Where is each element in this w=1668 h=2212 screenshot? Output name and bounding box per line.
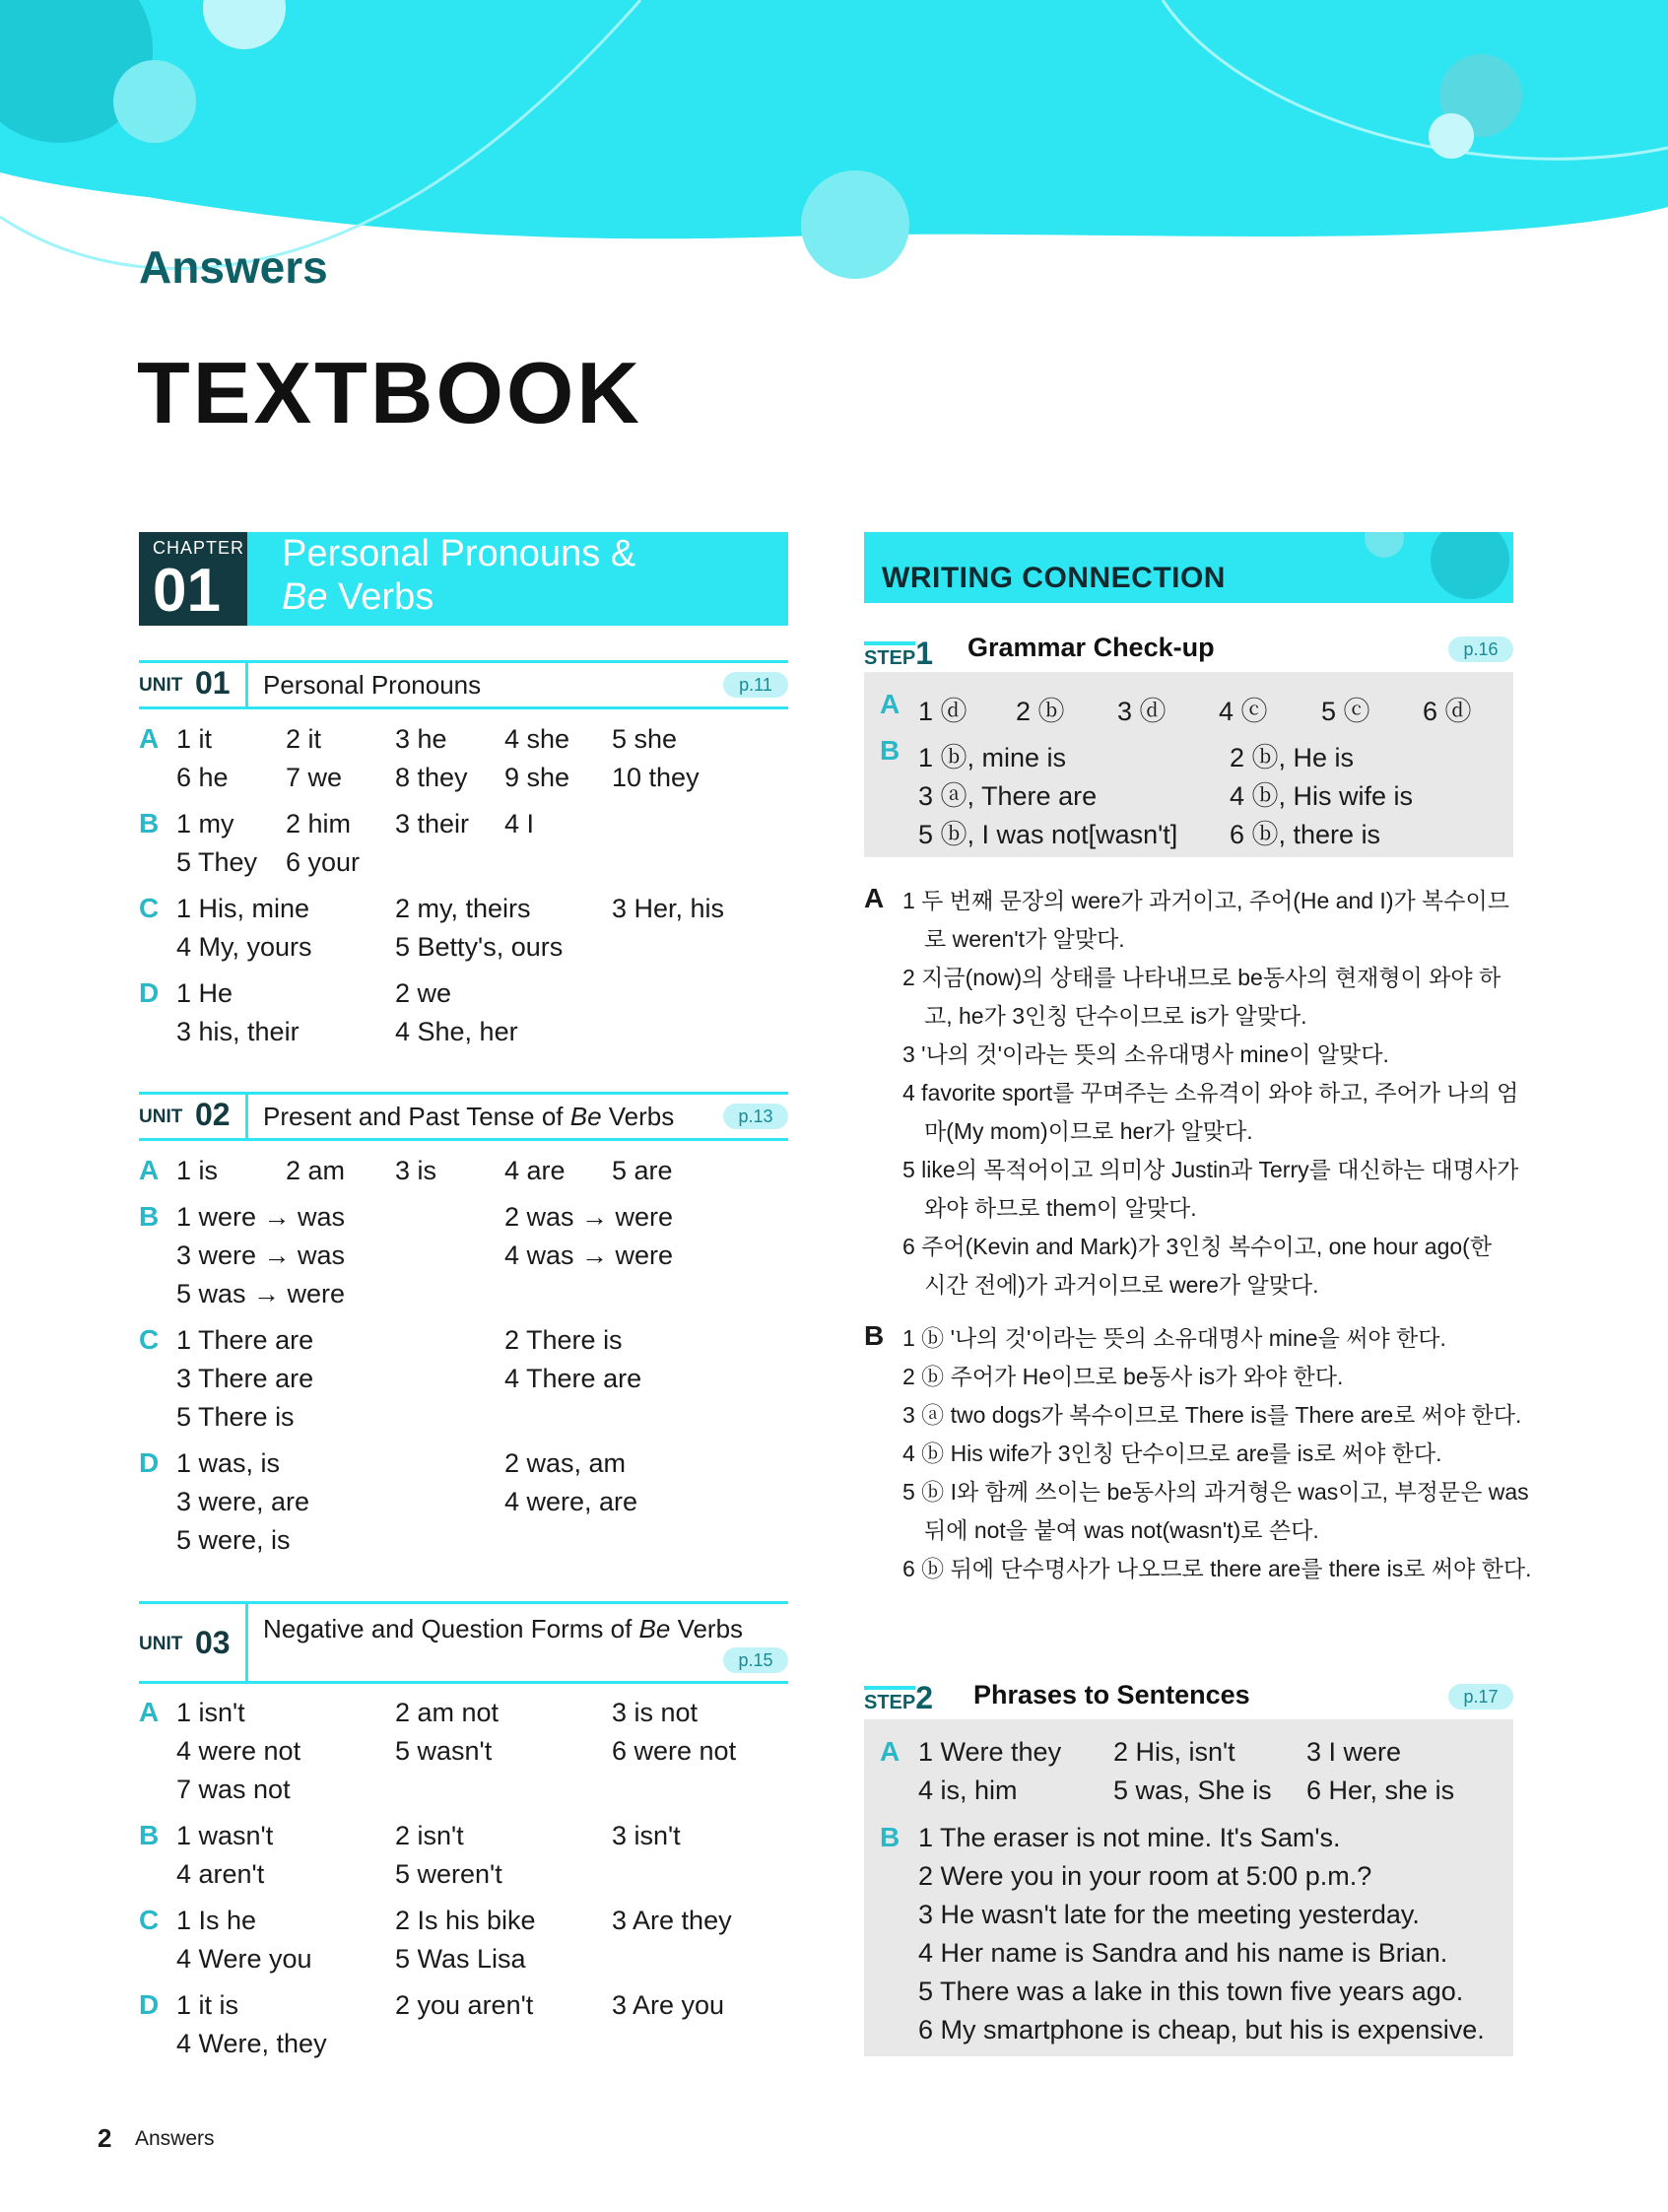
explanation-line: 3 '나의 것'이라는 뜻의 소유대명사 mine이 알맞다.	[902, 1041, 1389, 1067]
answer-item: 6 were not	[612, 1736, 737, 1766]
answer-item: 6 he	[176, 763, 229, 792]
answer-item: 6 ⓓ	[1423, 697, 1472, 726]
chapter-title-line2	[282, 575, 635, 619]
unit-header-01	[139, 660, 788, 709]
answer-item: 1 it	[176, 724, 213, 754]
answer-item: 5 were, is	[176, 1525, 291, 1555]
section-letter: B	[880, 1822, 901, 1852]
answer-item: 2 His, isn't	[1113, 1737, 1235, 1767]
answer-item: 4 was → were	[504, 1240, 674, 1270]
section-letter: D	[139, 1447, 160, 1478]
answer-item: 1 Were they	[918, 1737, 1062, 1767]
answer-item: 2 Is his bike	[395, 1906, 536, 1935]
answer-item: 3 ⓐ, There are	[918, 781, 1098, 811]
unit-number: 02	[195, 1097, 231, 1132]
answer-item: 4 ⓑ, His wife is	[1230, 781, 1414, 811]
explanation-line: 와야 하므로 them이 알맞다.	[924, 1195, 1197, 1221]
step-2-label	[864, 1680, 933, 1716]
explain-letter-b: B	[864, 1320, 885, 1351]
answer-item: 3 were, are	[176, 1487, 310, 1516]
explanation-line: 뒤에 not을 붙여 was not(wasn't)로 쓴다.	[924, 1517, 1319, 1543]
answer-item: 4 were, are	[504, 1487, 638, 1516]
unit-word: UNIT	[139, 1106, 183, 1127]
explanation-line: 마(My mom)이므로 her가 알맞다.	[924, 1118, 1253, 1144]
chapter-header	[139, 532, 788, 626]
page-badge: p.13	[723, 1104, 788, 1129]
unit-title-pre: Present and Past Tense of	[263, 1102, 570, 1131]
answer-item: 3 is not	[612, 1698, 699, 1727]
answer-item: 2 him	[286, 809, 352, 838]
step-number: 1	[915, 636, 934, 671]
answer-item: 1 ⓑ, mine is	[918, 743, 1067, 772]
page-badge: p.15	[723, 1647, 788, 1673]
unit-word: UNIT	[139, 675, 183, 696]
answer-item: 2 my, theirs	[395, 894, 531, 923]
answer-item: 2 was, am	[504, 1448, 627, 1478]
answer-item: 5 are	[612, 1156, 673, 1185]
unit-title-pre: Negative and Question Forms of	[263, 1614, 639, 1643]
answer-item: 1 He	[176, 978, 234, 1008]
unit-title-post: Verbs	[601, 1102, 675, 1131]
answer-item: 4 ⓒ	[1219, 697, 1268, 726]
answer-item: 2 isn't	[395, 1821, 464, 1850]
answer-sentence: 3 He wasn't late for the meeting yesterday.	[918, 1900, 1420, 1929]
step-word: STEP	[864, 1686, 915, 1713]
answer-item: 5 wasn't	[395, 1736, 493, 1766]
answer-item: 3 Her, his	[612, 894, 725, 923]
page-badge: p.11	[723, 672, 788, 698]
answer-item: 5 she	[612, 724, 678, 754]
answer-item: 1 There are	[176, 1325, 314, 1355]
answer-item: 6 ⓑ, there is	[1230, 820, 1381, 849]
answer-item: 2 am	[286, 1156, 346, 1185]
answer-item: 3 Are you	[612, 1990, 725, 2020]
answer-item: 7 was not	[176, 1775, 291, 1804]
answer-item: 4 She, her	[395, 1017, 518, 1046]
unit-tag	[139, 1604, 248, 1681]
section-letter: A	[139, 723, 160, 754]
answer-item: 3 There are	[176, 1364, 314, 1393]
unit-title-italic: Be	[569, 1102, 602, 1131]
unit-title: Personal Pronouns	[263, 670, 482, 700]
section-letter: B	[139, 1820, 160, 1850]
answer-item: 3 is	[395, 1156, 437, 1185]
answer-item: 5 Was Lisa	[395, 1944, 526, 1974]
answer-item: 4 Were you	[176, 1944, 312, 1974]
answer-item: 4 is, him	[918, 1776, 1018, 1805]
page-badge: p.17	[1448, 1684, 1513, 1709]
chapter-label: CHAPTER	[153, 538, 245, 558]
answer-item: 2 you aren't	[395, 1990, 534, 2020]
section-letter: A	[880, 689, 901, 719]
explanation-line: 1 두 번째 문장의 were가 과거이고, 주어(He and I)가 복수이므	[902, 888, 1509, 913]
explanation-line: 고, he가 3인칭 단수이므로 is가 알맞다.	[924, 1003, 1307, 1029]
explanation-line: 3 ⓐ two dogs가 복수이므로 There is를 There are로 써야 한다.	[902, 1402, 1522, 1428]
chapter-title	[282, 532, 635, 619]
section-letter: B	[139, 808, 160, 838]
answer-sentence: 6 My smartphone is cheap, but his is expensive.	[918, 2015, 1485, 2044]
writing-connection-title: WRITING CONNECTION	[882, 562, 1226, 594]
answer-item: 4 she	[504, 724, 570, 754]
explanation-line: 시간 전에)가 과거이므로 were가 알맞다.	[924, 1272, 1319, 1298]
section-letter: A	[880, 1736, 901, 1767]
answer-item: 2 ⓑ	[1016, 697, 1065, 726]
answer-item: 4 There are	[504, 1364, 642, 1393]
answer-item: 5 ⓑ, I was not[wasn't]	[918, 820, 1178, 849]
explanation-line: 4 favorite sport를 꾸며주는 소유격이 와야 하고, 주어가 나의 엄	[902, 1080, 1519, 1106]
answer-item: 1 was, is	[176, 1448, 281, 1478]
answer-item: 1 is	[176, 1156, 219, 1185]
answer-item: 3 ⓓ	[1117, 697, 1167, 726]
explanation-line: 6 주어(Kevin and Mark)가 3인칭 복수이고, one hour ago(한	[902, 1234, 1493, 1259]
chapter-number: 01	[153, 557, 221, 625]
unit-number: 01	[195, 665, 231, 701]
unit-header-02	[139, 1092, 788, 1141]
answer-item: 4 were not	[176, 1736, 301, 1766]
answer-item: 5 Betty's, ours	[395, 932, 564, 962]
answer-sentence: 2 Were you in your room at 5:00 p.m.?	[918, 1861, 1372, 1891]
section-letter: D	[139, 1989, 160, 2020]
answer-item: 3 he	[395, 724, 447, 754]
section-letter: B	[880, 735, 901, 766]
answer-item: 5 was → were	[176, 1279, 346, 1308]
explanation-line: 6 ⓑ 뒤에 단수명사가 나오므로 there are를 there is로 써야 한다.	[902, 1556, 1532, 1581]
answer-item: 1 isn't	[176, 1698, 245, 1727]
explanation-line: 2 ⓑ 주어가 He이므로 be동사 is가 와야 한다.	[902, 1364, 1344, 1389]
answer-item: 10 they	[612, 763, 700, 792]
unit-title	[263, 1614, 743, 1644]
chapter-title-italic: Be	[282, 576, 328, 618]
answer-item: 4 I	[504, 809, 535, 838]
answer-item: 2 was → were	[504, 1202, 674, 1232]
chapter-title-line1: Personal Pronouns &	[282, 533, 636, 574]
answer-item: 5 ⓒ	[1321, 697, 1370, 726]
answer-item: 3 were → was	[176, 1240, 346, 1270]
page-number: 2	[98, 2123, 112, 2153]
answer-item: 3 his, their	[176, 1017, 300, 1046]
answer-item: 3 their	[395, 809, 470, 838]
answer-item: 4 aren't	[176, 1859, 265, 1889]
page-title: TEXTBOOK	[137, 344, 642, 441]
chapter-number-box	[139, 532, 247, 626]
answer-item: 1 Is he	[176, 1906, 257, 1935]
unit-word: UNIT	[139, 1634, 183, 1654]
unit-number: 03	[195, 1625, 231, 1660]
answer-item: 4 are	[504, 1156, 566, 1185]
answer-item: 6 your	[286, 847, 361, 877]
step-2-title: Phrases to Sentences	[973, 1680, 1250, 1709]
section-heading: Answers	[139, 241, 328, 293]
unit-title-post: Verbs	[670, 1614, 744, 1643]
answer-item: 2 ⓑ, He is	[1230, 743, 1355, 772]
answer-item: 1 it is	[176, 1990, 239, 2020]
step-number: 2	[915, 1680, 934, 1715]
explanation-line: 1 ⓑ '나의 것'이라는 뜻의 소유대명사 mine을 써야 한다.	[902, 1325, 1446, 1351]
answer-item: 4 Were, they	[176, 2029, 327, 2058]
footer-label: Answers	[135, 2127, 215, 2150]
section-letter: D	[139, 977, 160, 1008]
answer-sentence: 1 The eraser is not mine. It's Sam's.	[918, 1823, 1341, 1852]
answer-item: 1 were → was	[176, 1202, 346, 1232]
explain-letter-a: A	[864, 883, 885, 913]
answer-item: 2 it	[286, 724, 322, 754]
section-letter: B	[139, 1201, 160, 1232]
section-letter: C	[139, 1905, 160, 1935]
section-letter: A	[139, 1155, 160, 1185]
step-1-label	[864, 636, 933, 672]
answer-item: 5 weren't	[395, 1859, 502, 1889]
answer-item: 5 was, She is	[1113, 1776, 1272, 1805]
unit-title-italic: Be	[638, 1614, 671, 1643]
answer-item: 3 isn't	[612, 1821, 681, 1850]
answer-item: 7 we	[286, 763, 343, 792]
answer-item: 2 am not	[395, 1698, 500, 1727]
unit-header-03	[139, 1601, 788, 1684]
answer-item: 6 Her, she is	[1306, 1776, 1455, 1805]
explanation-line: 5 like의 목적어이고 의미상 Justin과 Terry를 대신하는 대명사가	[902, 1157, 1519, 1182]
answer-item: 3 Are they	[612, 1906, 732, 1935]
section-letter: C	[139, 893, 160, 923]
answer-item: 8 they	[395, 763, 468, 792]
explanation-line: 로 weren't가 알맞다.	[924, 926, 1125, 952]
answer-item: 1 ⓓ	[918, 697, 967, 726]
answer-item: 5 They	[176, 847, 258, 877]
answer-item: 4 My, yours	[176, 932, 312, 962]
answer-item: 2 There is	[504, 1325, 623, 1355]
answer-sentence: 4 Her name is Sandra and his name is Brian.	[918, 1938, 1448, 1968]
explanation-line: 5 ⓑ I와 함께 쓰이는 be동사의 과거형은 was이고, 부정문은 was	[902, 1479, 1529, 1505]
answer-item: 1 wasn't	[176, 1821, 274, 1850]
unit-tag	[139, 663, 248, 706]
page-badge: p.16	[1448, 637, 1513, 662]
bubble-decoration	[1352, 532, 1513, 603]
chapter-title-rest: Verbs	[327, 576, 434, 618]
answer-item: 1 my	[176, 809, 234, 838]
section-letter: C	[139, 1324, 160, 1355]
answer-item: 3 I were	[1306, 1737, 1402, 1767]
answer-item: 5 There is	[176, 1402, 295, 1432]
answer-item: 9 she	[504, 763, 570, 792]
unit-title	[263, 1102, 674, 1132]
section-letter: A	[139, 1697, 160, 1727]
answer-item: 1 His, mine	[176, 894, 310, 923]
writing-connection-header	[864, 532, 1513, 603]
step-1-title: Grammar Check-up	[967, 633, 1215, 662]
answer-sentence: 5 There was a lake in this town five years ago.	[918, 1977, 1464, 2006]
unit-tag	[139, 1095, 248, 1138]
explanation-line: 2 지금(now)의 상태를 나타내므로 be동사의 현재형이 와야 하	[902, 965, 1501, 990]
answer-item: 2 we	[395, 978, 452, 1008]
step-word: STEP	[864, 641, 915, 669]
explanation-line: 4 ⓑ His wife가 3인칭 단수이므로 are를 is로 써야 한다.	[902, 1441, 1442, 1466]
